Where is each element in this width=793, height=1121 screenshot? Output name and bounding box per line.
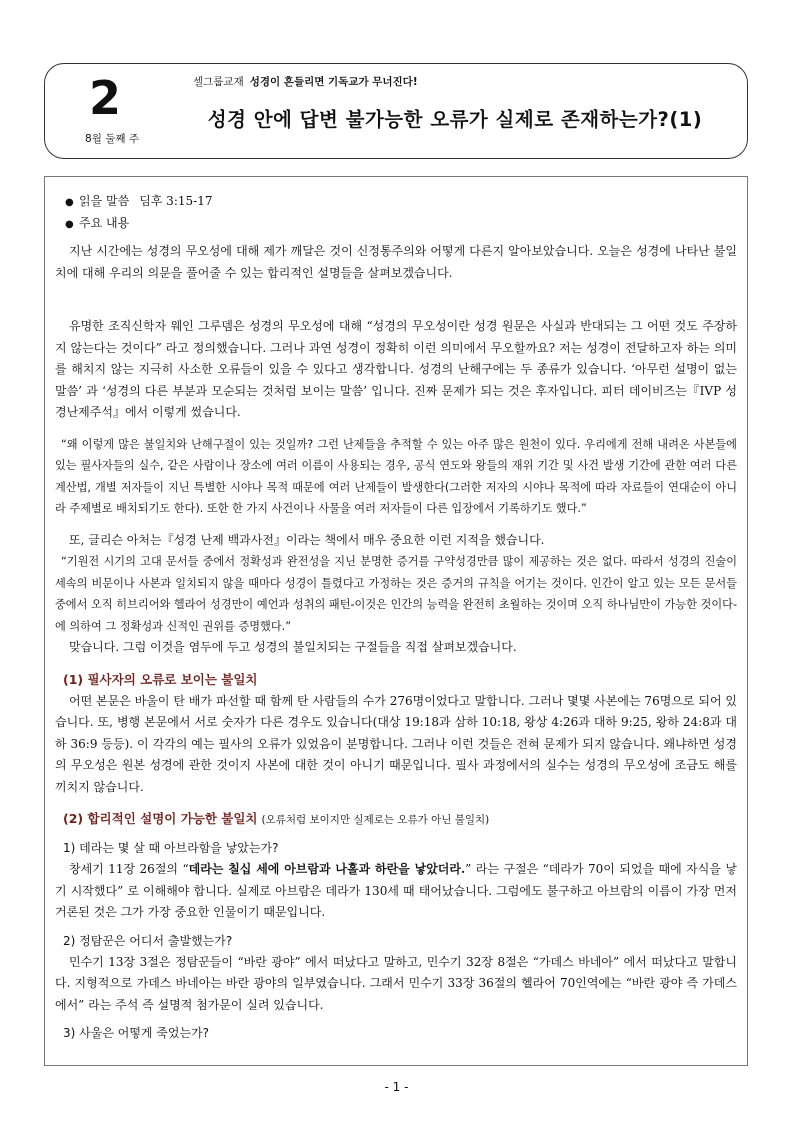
agree-paragraph: 맞습니다. 그럼 이것을 염두에 두고 성경의 불일치되는 구절들을 직접 살펴보겠습니다. (69, 640, 517, 654)
section1-body: 어떤 본문은 바울이 탄 배가 파선할 때 함께 탄 사람들의 수가 276명이었다고 말합니다. 그러나 몇몇 사본에는 76명으로 되어 있습니다. 또, 병행 본문에서 서로 숫자가 다른 경우도 있습니다(대상 19:18과 삼하 10:18, 왕상 4:26과 대하 9:25, 왕하 24:8과 대하 36:9 등등). 이 각각의 예는 필사의 오류가 있었음이 분명합니다. 그러나 이런 것들은 전혀 문제가 되지 않습니다. 왜냐하면 성경의 무오성은 원본 성경에 관한 것이지 사본에 대한 것이 아니기 때문입니다. 필사 과정에서의 실수는 성경의 무오성에 조금도 해를 끼치지 않습니다. (55, 693, 737, 794)
archer-quote: “기원전 시기의 고대 문서들 중에서 정확성과 완전성을 지닌 분명한 증거를 구약성경만큼 많이 제공하는 것은 없다. 따라서 성경의 진술이 세속의 비문이나 사본과 일치되지 않을 때마다 성경이 틀렸다고 가정하는 것은 증거의 규칙을 어기는 것이다. 인간이 알고 있는 모든 문서들 중에서 오직 히브리어와 헬라어 성경만이 예언과 성취의 패턴-이것은 인간의 능력을 완전히 초월하는 것이며 오직 하나님만이 가능한 것이다-에 의하여 그 정확성과 신적인 권위를 증명했다.” (55, 555, 737, 633)
section2-heading (55, 808, 737, 831)
bullet-icon: ● (65, 219, 74, 230)
q1-text-post: ” 라는 구절은 “데라가 70이 되었을 때에 자식을 낳기 시작했다” 로 이해해야 합니다. 실제로 아브람은 데라가 130세 때 태어났습니다. 그럼에도 불구하고 아브람의 이름이 가장 먼저 거론된 것은 그가 가장 중요한 인물이기 때문입니다. (55, 862, 738, 919)
question3-title: 3) 사울은 어떻게 죽었는가? (63, 1026, 210, 1040)
bullet-icon: ● (65, 197, 74, 208)
series-line (193, 74, 418, 89)
summary-line (55, 213, 737, 235)
page-number: - 1 - (384, 1080, 409, 1094)
question2-title: 2) 정탐꾼은 어디서 출발했는가? (63, 933, 233, 948)
q1-verse: 데라는 칠십 세에 아브람과 나홀과 하란을 낳았더라. (188, 862, 466, 876)
question1-body (55, 859, 737, 924)
series-label: 셀그룹교재 (193, 76, 244, 88)
section2-title: (2) 합리적인 설명이 가능한 불일치 (63, 811, 258, 826)
grudem-paragraph: 유명한 조직신학자 웨인 그루뎀은 성경의 무오성에 대해 “성경의 무오성이란 성경 원문은 사실과 반대되는 그 어떤 것도 주장하지 않는다는 것이다” 라고 정의했습니다. 그러나 과연 성경이 정확히 이런 의미에서 무오할까요? 저는 성경이 전달하고자 하는 의미를 해치지 않는 지극히 사소한 오류들이 있을 수 있다고 생각합니다. 성경의 난해구에는 두 종류가 있습니다. ‘아무런 설명이 없는 말씀’ 과 ‘성경의 다른 부분과 모순되는 것처럼 보이는 말씀’ 입니다. 진짜 문제가 되는 것은 후자입니다. 피터 데이비즈는『IVP 성경난제주석』에서 이렇게 썼습니다. (55, 319, 737, 419)
reading-ref: 딤후 3:15-17 (139, 194, 213, 208)
series-title: 성경이 흔들리면 기독교가 무너진다! (249, 76, 418, 88)
question2-body: 민수기 13장 3절은 정탐꾼들이 “바란 광야” 에서 떠났다고 말하고, 민수기 32장 8절은 “가데스 바네아” 에서 떠났다고 말합니다. 지형적으로 가데스 바네아는 바란 광야의 일부였습니다. 그래서 민수기 33장 36절의 헬라어 70인역에는 “바란 광야 즉 가데스에서” 라는 주석 즉 설명적 첨가문이 실려 있습니다. (55, 954, 737, 1012)
section2-subtitle: (오류처럼 보이지만 실제로는 오류가 아닌 불일치) (261, 814, 490, 826)
reading-line (55, 191, 737, 213)
question1-title: 1) 데라는 몇 살 때 아브라함을 낳았는가? (63, 841, 279, 855)
page-title: 성경 안에 답변 불가능한 오류가 실제로 존재하는가?(1) (207, 108, 703, 131)
intro-paragraph: 지난 시간에는 성경의 무오성에 대해 제가 깨달은 것이 신정통주의와 어떻게 다른지 알아보았습니다. 오늘은 성경에 나타난 불일치에 대해 우리의 의문을 풀어줄 수 있는 합리적인 설명들을 살펴보겠습니다. (55, 244, 737, 280)
davids-quote: “왜 이렇게 많은 불일치와 난해구절이 있는 것일까? 그런 난제들을 추적할 수 있는 아주 많은 원천이 있다. 우리에게 전해 내려온 사본들에 있는 필사자들의 실수, 같은 사람이나 장소에 여러 이름이 사용되는 경우, 공식 연도와 왕들의 재위 기간 및 사건 발생 기간에 관한 여러 다른 계산법, 개별 저자들이 지닌 특별한 시야나 목적 때문에 여러 난제들이 발생한다(그러한 저자의 시야나 목적에 따라 자료들이 연대순이 아니라 주제별로 배치되기도 한다). 또한 한 가지 사건이나 사물을 여러 저자들이 다른 입장에서 기록하기도 했다.” (55, 437, 737, 515)
lesson-week: 8월 둘째 주 (85, 133, 139, 145)
section1-title: (1) 필사자의 오류로 보이는 불일치 (63, 671, 258, 687)
content-box (44, 176, 748, 1066)
archer-intro: 또, 글리슨 아처는『성경 난제 백과사전』이라는 책에서 매우 중요한 이런 지적을 했습니다. (69, 532, 545, 547)
summary-label: 주요 내용 (79, 216, 130, 230)
q1-text-pre: 창세기 11장 26절의 “ (69, 862, 189, 876)
lesson-number: 2 (88, 71, 121, 125)
lesson-header (44, 63, 748, 159)
reading-label: 읽을 말씀 (79, 194, 130, 208)
